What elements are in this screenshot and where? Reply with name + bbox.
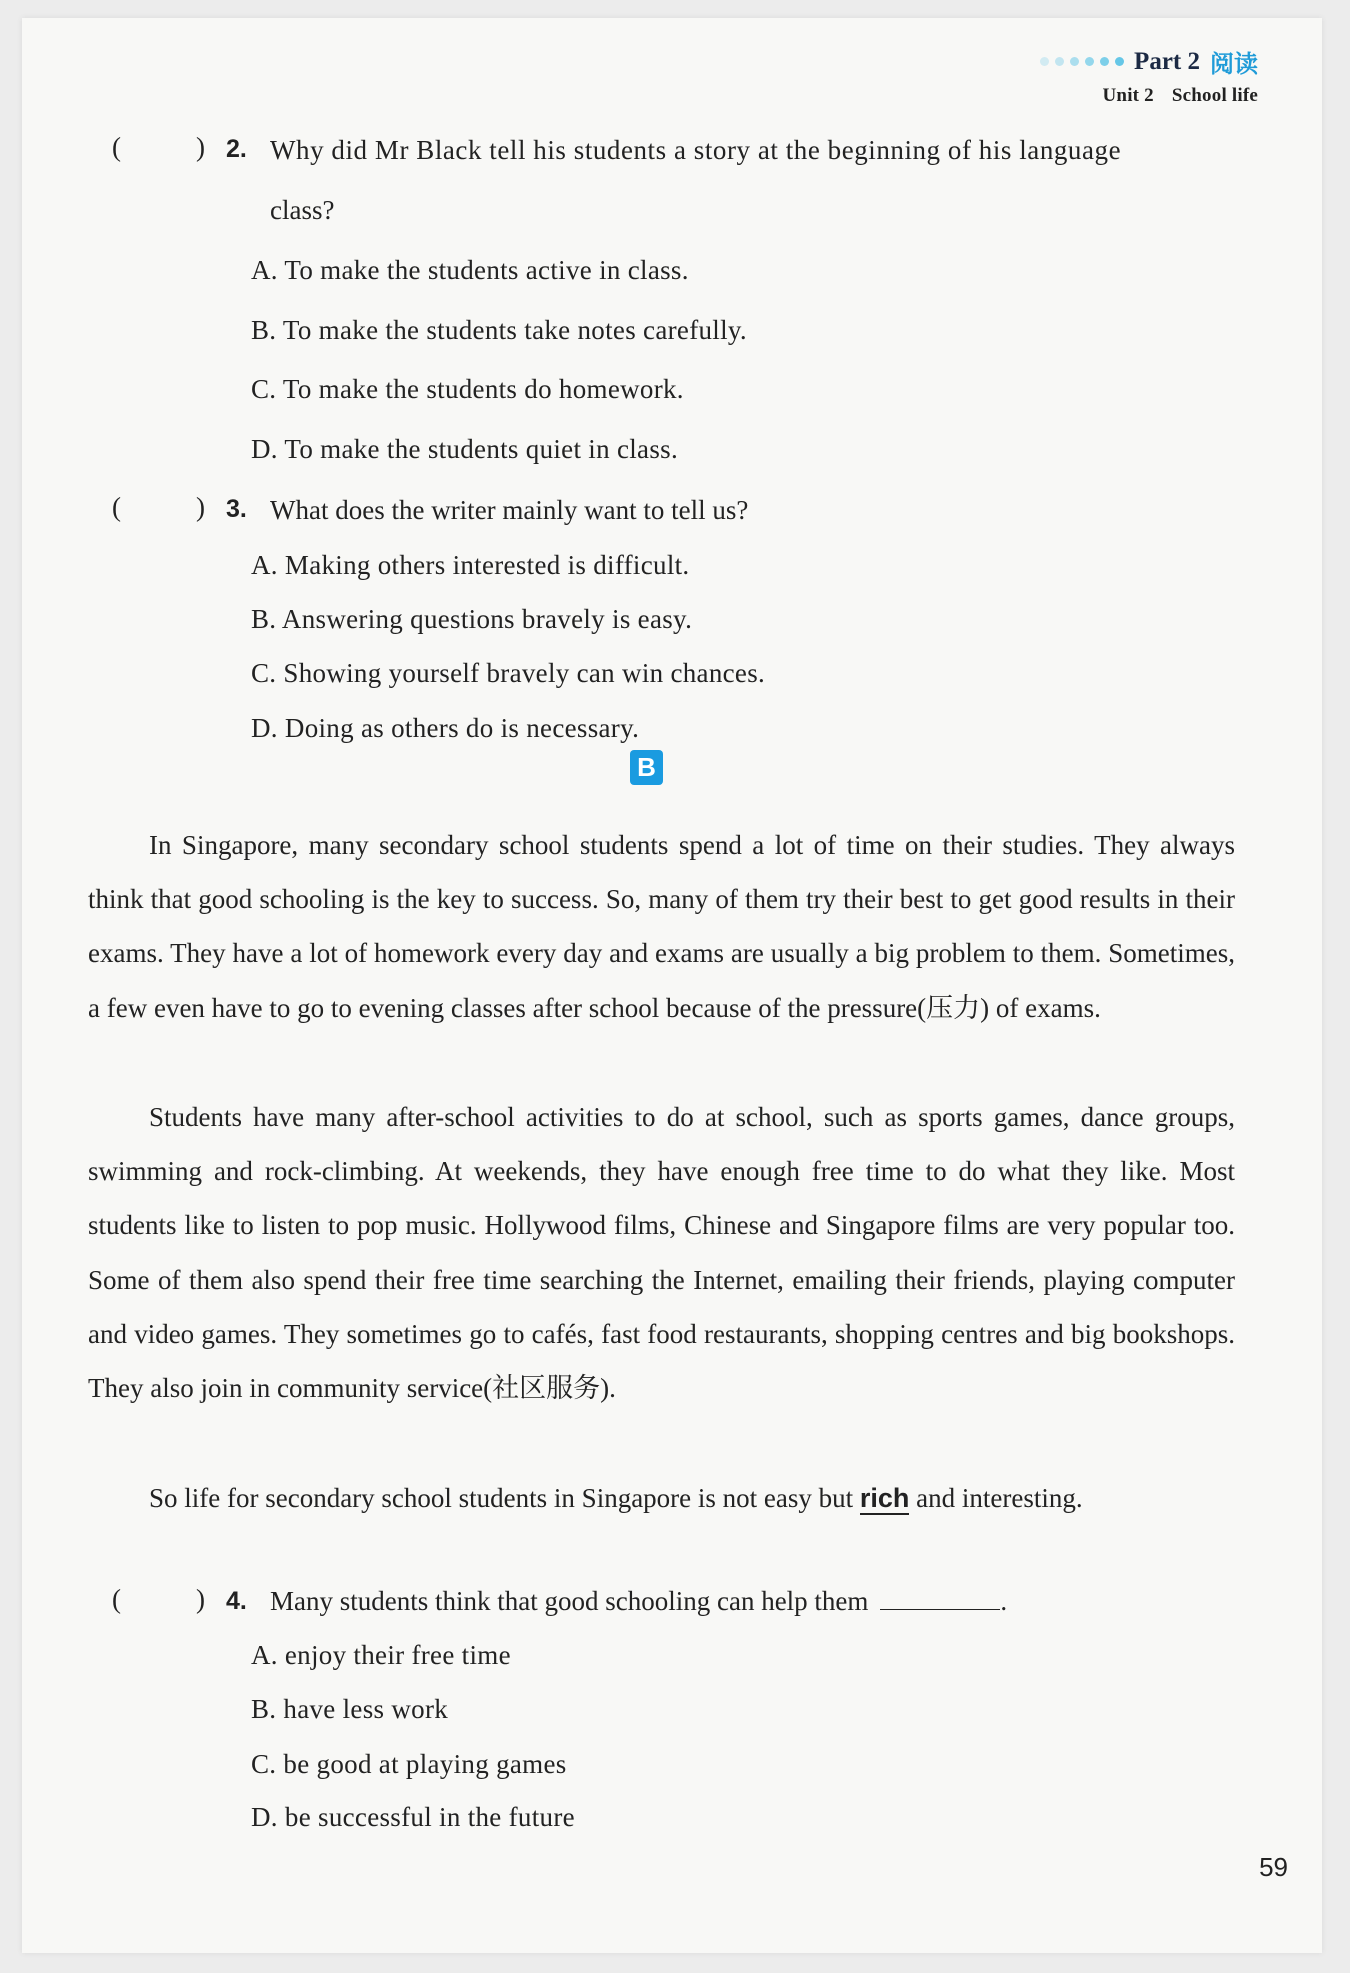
answer-blank (880, 1587, 1000, 1610)
passage-paragraph-2: Students have many after-school activities to do at school, such as sports games, dance groups, swimming and rock-climbing. At weekends, they have enough free time to do what they like. Most students like to listen to pop music. Hollywood films, Chinese and Singapore films are very popular too. Some of them also spend their free time searching the Internet, emailing their friends, playing computer and video games. They sometimes go to cafés, fast food restaurants, shopping centres and big bookshops. They also join in community service(社区服务). (88, 1102, 1235, 1404)
option-b: B. Answering questions bravely is easy. (251, 604, 693, 634)
question-number: 4. (226, 1587, 247, 1615)
paragraph-3-text: So life for secondary school students in Singapore is not easy but (149, 1483, 854, 1513)
unit-title: School life (1171, 85, 1258, 106)
question-4-text: Many students think that good schooling can help them (270, 1586, 869, 1616)
answer-paren-left: ( (112, 1584, 121, 1614)
question-text: Why did Mr Black tell his students a story at the beginning of his language (270, 135, 1122, 165)
unit-number: Unit 2 (1102, 85, 1154, 106)
section-badge: B (630, 750, 663, 785)
option-c: C. be good at playing games (251, 1749, 567, 1779)
option-a: A. Making others interested is difficult. (251, 550, 690, 580)
unit-label (1040, 85, 1258, 107)
option-c: C. Showing yourself bravely can win chances. (251, 658, 766, 688)
option-a: A. enjoy their free time (251, 1640, 511, 1670)
option-d: D. Doing as others do is necessary. (251, 713, 640, 743)
option-b: B. have less work (251, 1694, 449, 1724)
answer-paren-right: ) (196, 492, 205, 522)
question-text-cont: class? (270, 195, 335, 225)
keyword-rich: rich (859, 1483, 910, 1513)
part-cn-label: 阅读 (1210, 50, 1258, 78)
option-d: D. To make the students quiet in class. (251, 434, 678, 464)
page-header (1040, 44, 1258, 107)
part-label: Part 2 (1134, 47, 1200, 75)
question-4-end: . (1000, 1586, 1008, 1616)
passage-paragraph-1: In Singapore, many secondary school students spend a lot of time on their studies. They always think that good schooling is the key to success. So, many of them try their best to get good results in their exams. They have a lot of homework every day and exams are usually a big problem to them. Sometimes, a few even have to go to evening classes after school because of the pressure(压力) of exams. (88, 830, 1235, 1023)
option-c: C. To make the students do homework. (251, 374, 684, 404)
question-number: 2. (226, 135, 247, 163)
question-text: What does the writer mainly want to tell us? (270, 495, 749, 525)
answer-paren-left: ( (112, 492, 121, 522)
decorative-dots-icon (1040, 57, 1124, 66)
option-b: B. To make the students take notes carefully. (251, 315, 747, 345)
passage-paragraph-3 (88, 1471, 1235, 1525)
option-d: D. be successful in the future (251, 1802, 575, 1832)
paragraph-3-text-end: and interesting. (916, 1483, 1083, 1513)
page-number: 59 (1259, 1852, 1288, 1882)
question-text (270, 1586, 1007, 1617)
answer-paren-right: ) (196, 1584, 205, 1614)
question-number: 3. (226, 495, 247, 523)
answer-paren-right: ) (196, 132, 205, 162)
option-a: A. To make the students active in class. (251, 255, 689, 285)
answer-paren-left: ( (112, 132, 121, 162)
